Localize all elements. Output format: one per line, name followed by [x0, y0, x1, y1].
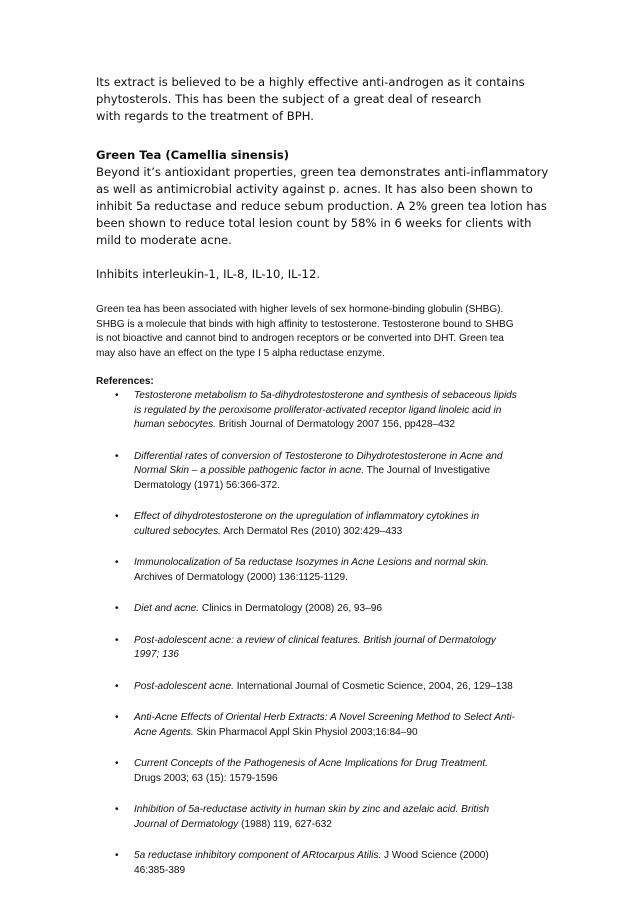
- bullet-icon: •: [115, 390, 119, 402]
- reference-line: [134, 571, 556, 585]
- bullet-icon: •: [115, 511, 119, 523]
- green-tea-paragraph: [96, 164, 556, 249]
- reference-title: cultured sebocytes.: [134, 525, 221, 537]
- bullet-icon: •: [115, 850, 119, 862]
- section-heading: Green Tea (Camellia sinensis): [96, 148, 290, 162]
- reference-source: Drugs 2003; 63 (15): 1579-1596: [134, 772, 278, 784]
- reference-item: [96, 389, 556, 432]
- reference-line: [134, 479, 556, 493]
- reference-source: J Wood Science (2000): [381, 850, 489, 862]
- bullet-icon: •: [115, 680, 119, 692]
- text-line: Beyond it’s antioxidant properties, green tea demonstrates anti-inflammatory: [96, 165, 549, 179]
- reference-line: [134, 772, 556, 786]
- reference-source: 46:385-389: [134, 864, 186, 876]
- text-line: Its extract is believed to be a highly effective anti-androgen as it contains: [96, 75, 525, 89]
- reference-title: Post-adolescent acne: a review of clinical features. British journal of Dermatology: [134, 634, 496, 646]
- text-line: mild to moderate acne.: [96, 233, 232, 247]
- reference-line: [134, 864, 556, 878]
- intro-paragraph: [96, 74, 556, 125]
- reference-line: [134, 525, 556, 539]
- reference-item: [96, 680, 556, 694]
- reference-source: The Journal of Investigative: [364, 465, 491, 477]
- reference-line: [134, 648, 556, 662]
- reference-title: Post-adolescent acne.: [134, 680, 234, 692]
- reference-item: [96, 556, 556, 585]
- bullet-icon: •: [115, 712, 119, 724]
- text-line: been shown to reduce total lesion count by 58% in 6 weeks for clients with: [96, 216, 532, 230]
- reference-source: Clinics in Dermatology (2008) 26, 93–96: [199, 603, 382, 615]
- bullet-icon: •: [115, 603, 119, 615]
- reference-item: [96, 634, 556, 663]
- reference-title: human sebocytes.: [134, 419, 216, 431]
- reference-source: Arch Dermatol Res (2010) 302:429–433: [220, 525, 403, 537]
- reference-item: [96, 849, 556, 878]
- reference-title: Current Concepts of the Pathogenesis of Acne Implications for Drug Treatment.: [134, 758, 489, 770]
- reference-line: [134, 726, 556, 740]
- text-line: phytosterols. This has been the subject of a great deal of research: [96, 92, 482, 106]
- reference-source: International Journal of Cosmetic Science, 2004, 26, 129–138: [233, 680, 513, 692]
- reference-item: [96, 510, 556, 539]
- reference-title: Inhibition of 5a-reductase activity in human skin by zinc and azelaic acid. British: [134, 804, 490, 816]
- reference-item: [96, 803, 556, 832]
- reference-line: [134, 389, 556, 403]
- reference-source: (1988) 119, 627-632: [238, 818, 332, 830]
- reference-item: [96, 711, 556, 740]
- text-line: is not bioactive and cannot bind to androgen receptors or be converted into DHT. Green tea: [96, 333, 504, 345]
- reference-line: [134, 849, 556, 863]
- reference-title: is regulated by the peroxisome proliferator-activated receptor ligand linoleic acid in: [134, 404, 502, 416]
- reference-item: [96, 450, 556, 493]
- interleukin-paragraph: Inhibits interleukin-1, IL-8, IL-10, IL-12.: [96, 267, 321, 281]
- reference-item: [96, 602, 556, 616]
- reference-title: Effect of dihydrotestosterone on the upregulation of inflammatory cytokines in: [134, 511, 480, 523]
- reference-line: [134, 556, 556, 570]
- shbg-paragraph: [96, 303, 556, 361]
- bullet-icon: •: [115, 634, 119, 646]
- reference-line: [134, 680, 556, 694]
- bullet-icon: •: [115, 450, 119, 462]
- text-line: Green tea has been associated with higher levels of sex hormone-binding globulin (SHBG).: [96, 304, 504, 315]
- reference-title: Anti-Acne Effects of Oriental Herb Extracts: A Novel Screening Method to Select Anti-: [134, 712, 515, 724]
- reference-title: Normal Skin – a possible pathogenic factor in acne.: [134, 465, 365, 477]
- reference-source: Archives of Dermatology (2000) 136:1125-1129.: [134, 571, 348, 583]
- reference-line: [134, 634, 556, 648]
- reference-line: [134, 757, 556, 771]
- references-heading: References:: [96, 376, 154, 388]
- bullet-icon: •: [115, 557, 119, 569]
- reference-line: [134, 418, 556, 432]
- text-line: SHBG is a molecule that binds with high affinity to testosterone. Testosterone bound to SHBG: [96, 318, 514, 330]
- text-column: [96, 74, 556, 895]
- reference-line: [134, 818, 556, 832]
- reference-title: Differential rates of conversion of Testosterone to Dihydrotestosterone in Acne and: [134, 450, 503, 462]
- reference-title: Testosterone metabolism to 5a-dihydrotestosterone and synthesis of sebaceous lipids: [134, 390, 517, 402]
- text-line: with regards to the treatment of BPH.: [96, 109, 314, 123]
- bullet-icon: •: [115, 758, 119, 770]
- text-line: may also have an effect on the type I 5 alpha reductase enzyme.: [96, 347, 385, 359]
- reference-title: Diet and acne.: [134, 603, 200, 615]
- reference-line: [134, 510, 556, 524]
- reference-title: Journal of Dermatology: [134, 818, 239, 830]
- reference-line: [134, 602, 556, 616]
- reference-line: [134, 803, 556, 817]
- reference-title: 1997; 136: [134, 649, 179, 661]
- bullet-icon: •: [115, 804, 119, 816]
- reference-source: British Journal of Dermatology 2007 156, pp428–432: [215, 419, 455, 431]
- reference-title: Acne Agents.: [134, 726, 194, 738]
- reference-line: [134, 450, 556, 464]
- reference-source: Skin Pharmacol Appl Skin Physiol 2003;16:84–90: [193, 726, 418, 738]
- reference-line: [134, 711, 556, 725]
- reference-title: Immunolocalization of 5a reductase Isozymes in Acne Lesions and normal skin.: [134, 557, 489, 569]
- references-list: [96, 389, 556, 878]
- reference-line: [134, 464, 556, 478]
- reference-item: [96, 757, 556, 786]
- reference-source: Dermatology (1971) 56:366-372.: [134, 479, 280, 491]
- text-line: inhibit 5a reductase and reduce sebum production. A 2% green tea lotion has: [96, 199, 547, 213]
- reference-title: 5a reductase inhibitory component of ARtocarpus Atilis.: [134, 850, 382, 862]
- text-line: as well as antimicrobial activity against p. acnes. It has also been shown to: [96, 182, 533, 196]
- reference-line: [134, 404, 556, 418]
